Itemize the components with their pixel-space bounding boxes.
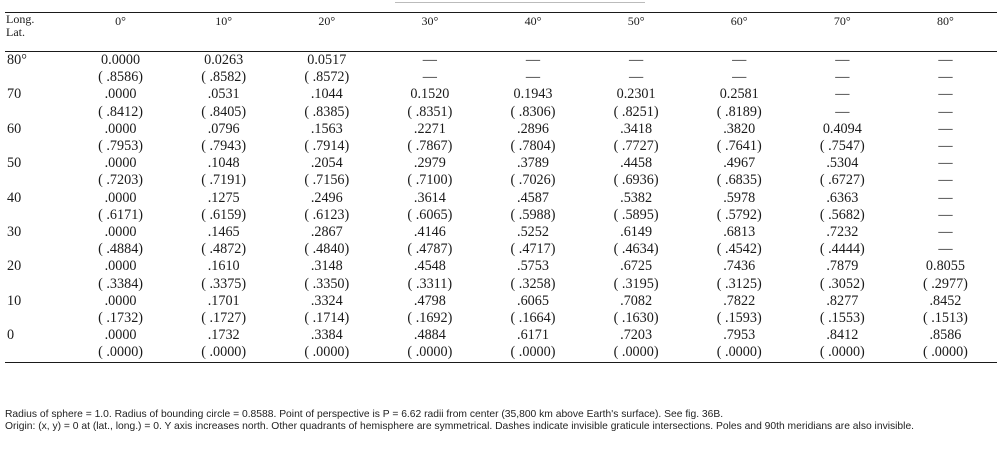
y-coordinate-cell: ( .4542): [716, 241, 762, 258]
x-coordinate-cell: —: [835, 52, 850, 68]
table-row: [5, 172, 997, 189]
x-coordinate-cell: —: [422, 52, 437, 68]
x-coordinate-cell: .2496: [310, 189, 343, 206]
y-coordinate-cell: ( .8405): [201, 103, 247, 120]
x-coordinate-cell: .5978: [723, 189, 756, 206]
x-coordinate-cell: .0000: [104, 258, 137, 275]
y-coordinate-cell: ( .7867): [407, 138, 453, 155]
table-row: [5, 293, 997, 310]
x-coordinate-cell: —: [938, 120, 953, 137]
x-coordinate-cell: .6065: [517, 292, 549, 309]
y-coordinate-cell: ( .1630): [613, 310, 659, 327]
x-coordinate-cell: .3384: [310, 327, 343, 344]
table-row: [5, 155, 997, 172]
y-coordinate-cell: ( .7804): [510, 138, 556, 155]
x-coordinate-cell: .7082: [620, 292, 653, 309]
x-coordinate-cell: .8452: [929, 292, 962, 309]
x-coordinate-cell: .1732: [207, 327, 240, 344]
x-coordinate-cell: .7203: [620, 327, 653, 344]
y-coordinate-cell: ( .0000): [69, 344, 172, 362]
y-coordinate-cell: ( .7641): [716, 138, 762, 155]
x-coordinate-cell: 0.2581: [719, 86, 759, 103]
long-header-20: 20°: [275, 13, 378, 52]
y-coordinate-cell: ( .0000): [481, 344, 584, 362]
cropped-title-remnant: [0, 0, 1004, 5]
table-row: [5, 69, 997, 86]
latitude-label-spacer: [5, 207, 69, 224]
table-row: [5, 190, 997, 207]
y-coordinate-cell: ( .7026): [510, 172, 556, 189]
y-coordinate-cell: ( .1732): [98, 310, 144, 327]
x-coordinate-cell: 0.0000: [101, 52, 141, 68]
table-row: [5, 327, 997, 344]
y-coordinate-cell: ( .3125): [716, 275, 762, 292]
long-header-0: 0°: [69, 13, 172, 52]
x-coordinate-cell: .3820: [723, 120, 756, 137]
x-coordinate-cell: .4587: [517, 189, 549, 206]
latitude-label-spacer: [5, 276, 69, 293]
y-coordinate-cell: ( .7953): [98, 138, 144, 155]
x-coordinate-cell: —: [732, 52, 747, 68]
y-coordinate-cell: ( .7191): [201, 172, 247, 189]
table-row: [5, 104, 997, 121]
corner-header: [5, 13, 69, 52]
y-coordinate-cell: ( .3052): [819, 275, 865, 292]
table-row: [5, 344, 997, 362]
y-coordinate-cell: ( .5682): [819, 206, 865, 223]
y-coordinate-cell: —: [835, 103, 850, 120]
x-coordinate-cell: .8412: [826, 327, 859, 344]
y-coordinate-cell: ( .8412): [98, 103, 144, 120]
x-coordinate-cell: 0.1943: [513, 86, 553, 103]
table-footnote: [5, 409, 997, 434]
y-coordinate-cell: ( .7156): [304, 172, 350, 189]
y-coordinate-cell: ( .1553): [819, 310, 865, 327]
table-body: [5, 52, 997, 363]
table-row: [5, 52, 997, 70]
y-coordinate-cell: —: [938, 69, 953, 86]
latitude-label: 60: [7, 120, 22, 137]
y-coordinate-cell: ( .4872): [201, 241, 247, 258]
x-coordinate-cell: .5382: [620, 189, 653, 206]
y-coordinate-cell: —: [422, 69, 437, 86]
table-row: [5, 310, 997, 327]
header-row: [5, 13, 997, 52]
x-coordinate-cell: .7953: [723, 327, 756, 344]
y-coordinate-cell: ( .5792): [716, 206, 762, 223]
y-coordinate-cell: ( .5988): [510, 206, 556, 223]
x-coordinate-cell: .2867: [310, 224, 343, 241]
y-coordinate-cell: —: [938, 138, 953, 155]
y-coordinate-cell: ( .2977): [922, 275, 968, 292]
x-coordinate-cell: .7232: [826, 224, 859, 241]
corner-lat-label: Lat.: [6, 25, 25, 39]
latitude-label: 80°: [7, 52, 27, 68]
y-coordinate-cell: —: [629, 69, 644, 86]
x-coordinate-cell: .4967: [723, 155, 756, 172]
y-coordinate-cell: ( .7547): [819, 138, 865, 155]
x-coordinate-cell: .0531: [207, 86, 240, 103]
latitude-label: 20: [7, 258, 22, 275]
y-coordinate-cell: ( .3384): [98, 275, 144, 292]
y-coordinate-cell: ( .3350): [304, 275, 350, 292]
latitude-label-spacer: [5, 241, 69, 258]
y-coordinate-cell: ( .1727): [201, 310, 247, 327]
x-coordinate-cell: .3789: [517, 155, 549, 172]
x-coordinate-cell: .6813: [723, 224, 756, 241]
y-coordinate-cell: —: [938, 172, 953, 189]
latitude-label-spacer: [5, 138, 69, 155]
y-coordinate-cell: ( .3311): [407, 275, 453, 292]
y-coordinate-cell: ( .4840): [304, 241, 350, 258]
table-row: [5, 276, 997, 293]
x-coordinate-cell: 0.2301: [616, 86, 656, 103]
table-row: [5, 138, 997, 155]
y-coordinate-cell: ( .4444): [819, 241, 865, 258]
x-coordinate-cell: .6171: [517, 327, 549, 344]
y-coordinate-cell: ( .7914): [304, 138, 350, 155]
y-coordinate-cell: ( .1664): [510, 310, 556, 327]
x-coordinate-cell: .6149: [620, 224, 653, 241]
x-coordinate-cell: .5304: [826, 155, 859, 172]
latitude-label: 40: [7, 189, 22, 206]
latitude-label-spacer: [5, 344, 69, 362]
latitude-label-spacer: [5, 172, 69, 189]
x-coordinate-cell: —: [835, 86, 850, 103]
y-coordinate-cell: —: [938, 206, 953, 223]
table-row: [5, 224, 997, 241]
x-coordinate-cell: .7436: [723, 258, 756, 275]
long-header-30: 30°: [378, 13, 481, 52]
x-coordinate-cell: 0.1520: [410, 86, 450, 103]
x-coordinate-cell: .7879: [826, 258, 859, 275]
x-coordinate-cell: .3418: [620, 120, 653, 137]
latitude-label: 10: [7, 292, 22, 309]
x-coordinate-cell: .0000: [104, 189, 137, 206]
x-coordinate-cell: —: [938, 189, 953, 206]
long-header-70: 70°: [791, 13, 894, 52]
x-coordinate-cell: .3614: [413, 189, 446, 206]
y-coordinate-cell: ( .7727): [613, 138, 659, 155]
y-coordinate-cell: ( .6171): [98, 206, 144, 223]
x-coordinate-cell: 0.0263: [204, 52, 244, 68]
y-coordinate-cell: ( .1513): [922, 310, 968, 327]
x-coordinate-cell: —: [525, 52, 541, 68]
latitude-label: 50: [7, 155, 22, 172]
x-coordinate-cell: .1044: [310, 86, 343, 103]
y-coordinate-cell: ( .0000): [688, 344, 791, 362]
table-row: [5, 121, 997, 138]
y-coordinate-cell: ( .8586): [98, 69, 144, 86]
y-coordinate-cell: ( .6936): [613, 172, 659, 189]
y-coordinate-cell: ( .0000): [378, 344, 481, 362]
y-coordinate-cell: ( .3195): [613, 275, 659, 292]
latitude-label: 70: [7, 86, 22, 103]
x-coordinate-cell: —: [938, 155, 953, 172]
x-coordinate-cell: .8277: [826, 292, 859, 309]
latitude-label: 30: [7, 224, 22, 241]
y-coordinate-cell: —: [525, 69, 541, 86]
x-coordinate-cell: .4458: [620, 155, 653, 172]
y-coordinate-cell: ( .4884): [98, 241, 144, 258]
table-row: [5, 258, 997, 275]
y-coordinate-cell: ( .0000): [791, 344, 894, 362]
x-coordinate-cell: 0.0517: [307, 52, 347, 68]
y-coordinate-cell: ( .4634): [613, 241, 659, 258]
coordinates-table: [5, 12, 997, 363]
x-coordinate-cell: .0796: [207, 120, 240, 137]
y-coordinate-cell: ( .3375): [201, 275, 247, 292]
y-coordinate-cell: ( .3258): [510, 275, 556, 292]
x-coordinate-cell: .0000: [104, 120, 137, 137]
x-coordinate-cell: .2896: [517, 120, 549, 137]
x-coordinate-cell: —: [938, 224, 953, 241]
y-coordinate-cell: ( .4787): [407, 241, 453, 258]
x-coordinate-cell: .0000: [104, 327, 137, 344]
y-coordinate-cell: ( .4717): [510, 241, 556, 258]
y-coordinate-cell: ( .0000): [894, 344, 997, 362]
y-coordinate-cell: ( .8582): [201, 69, 247, 86]
x-coordinate-cell: .2979: [413, 155, 446, 172]
latitude-label-spacer: [5, 310, 69, 327]
x-coordinate-cell: .3324: [310, 292, 343, 309]
y-coordinate-cell: ( .0000): [275, 344, 378, 362]
x-coordinate-cell: .1610: [207, 258, 240, 275]
x-coordinate-cell: .8586: [929, 327, 962, 344]
y-coordinate-cell: ( .7100): [407, 172, 453, 189]
x-coordinate-cell: .4884: [413, 327, 446, 344]
y-coordinate-cell: ( .8189): [716, 103, 762, 120]
x-coordinate-cell: .1563: [310, 120, 343, 137]
long-header-50: 50°: [585, 13, 688, 52]
footnote-line-1: Radius of sphere = 1.0. Radius of bounding circle = 0.8588. Point of perspective is P = 6.62 radii from center (35,800 km above Earth's surface). See fig. 36B.: [5, 409, 724, 420]
latitude-label-spacer: [5, 69, 69, 86]
x-coordinate-cell: .6363: [826, 189, 859, 206]
y-coordinate-cell: ( .6727): [819, 172, 865, 189]
y-coordinate-cell: ( .6123): [304, 206, 350, 223]
y-coordinate-cell: ( .0000): [172, 344, 275, 362]
y-coordinate-cell: —: [835, 69, 850, 86]
y-coordinate-cell: ( .6835): [716, 172, 762, 189]
x-coordinate-cell: .2054: [310, 155, 343, 172]
y-coordinate-cell: ( .5895): [613, 206, 659, 223]
x-coordinate-cell: .2271: [413, 120, 446, 137]
long-header-10: 10°: [172, 13, 275, 52]
x-coordinate-cell: .0000: [104, 86, 137, 103]
x-coordinate-cell: 0.8055: [925, 258, 965, 275]
x-coordinate-cell: .1701: [207, 292, 240, 309]
x-coordinate-cell: —: [629, 52, 644, 68]
x-coordinate-cell: .0000: [104, 224, 137, 241]
long-header-40: 40°: [481, 13, 584, 52]
x-coordinate-cell: .6725: [620, 258, 653, 275]
x-coordinate-cell: .4146: [413, 224, 446, 241]
corner-long-label: Long.: [6, 12, 35, 26]
table-row: [5, 241, 997, 258]
y-coordinate-cell: —: [938, 241, 953, 258]
x-coordinate-cell: .4798: [413, 292, 446, 309]
x-coordinate-cell: .7822: [723, 292, 756, 309]
latitude-label: 0: [7, 327, 15, 344]
x-coordinate-cell: —: [938, 86, 953, 103]
table-row: [5, 207, 997, 224]
y-coordinate-cell: ( .6065): [407, 206, 453, 223]
y-coordinate-cell: —: [732, 69, 747, 86]
y-coordinate-cell: ( .1593): [716, 310, 762, 327]
x-coordinate-cell: .0000: [104, 292, 137, 309]
y-coordinate-cell: ( .6159): [201, 206, 247, 223]
long-header-80: 80°: [894, 13, 997, 52]
y-coordinate-cell: ( .7943): [201, 138, 247, 155]
x-coordinate-cell: .5753: [517, 258, 549, 275]
y-coordinate-cell: ( .1714): [304, 310, 350, 327]
y-coordinate-cell: ( .1692): [407, 310, 453, 327]
long-header-60: 60°: [688, 13, 791, 52]
x-coordinate-cell: .1275: [207, 189, 240, 206]
x-coordinate-cell: .1465: [207, 224, 240, 241]
x-coordinate-cell: .0000: [104, 155, 137, 172]
x-coordinate-cell: .1048: [207, 155, 240, 172]
y-coordinate-cell: ( .8385): [304, 103, 350, 120]
x-coordinate-cell: .5252: [517, 224, 549, 241]
table-row: [5, 86, 997, 103]
y-coordinate-cell: ( .8351): [407, 103, 453, 120]
y-coordinate-cell: ( .0000): [585, 344, 688, 362]
x-coordinate-cell: .3148: [310, 258, 343, 275]
y-coordinate-cell: ( .8572): [304, 69, 350, 86]
y-coordinate-cell: ( .8306): [510, 103, 556, 120]
x-coordinate-cell: 0.4094: [822, 120, 862, 137]
x-coordinate-cell: .4548: [413, 258, 446, 275]
y-coordinate-cell: ( .7203): [98, 172, 144, 189]
y-coordinate-cell: ( .8251): [613, 103, 659, 120]
latitude-label-spacer: [5, 104, 69, 121]
y-coordinate-cell: —: [938, 103, 953, 120]
footnote-line-2: Origin: (x, y) = 0 at (lat., long.) = 0. Y axis increases north. Other quadrants of hemisphere are symmetrical. Dashes indicate invisible graticule intersections. Poles and 90th meridians are also invisible.: [5, 421, 915, 433]
x-coordinate-cell: —: [938, 52, 953, 68]
